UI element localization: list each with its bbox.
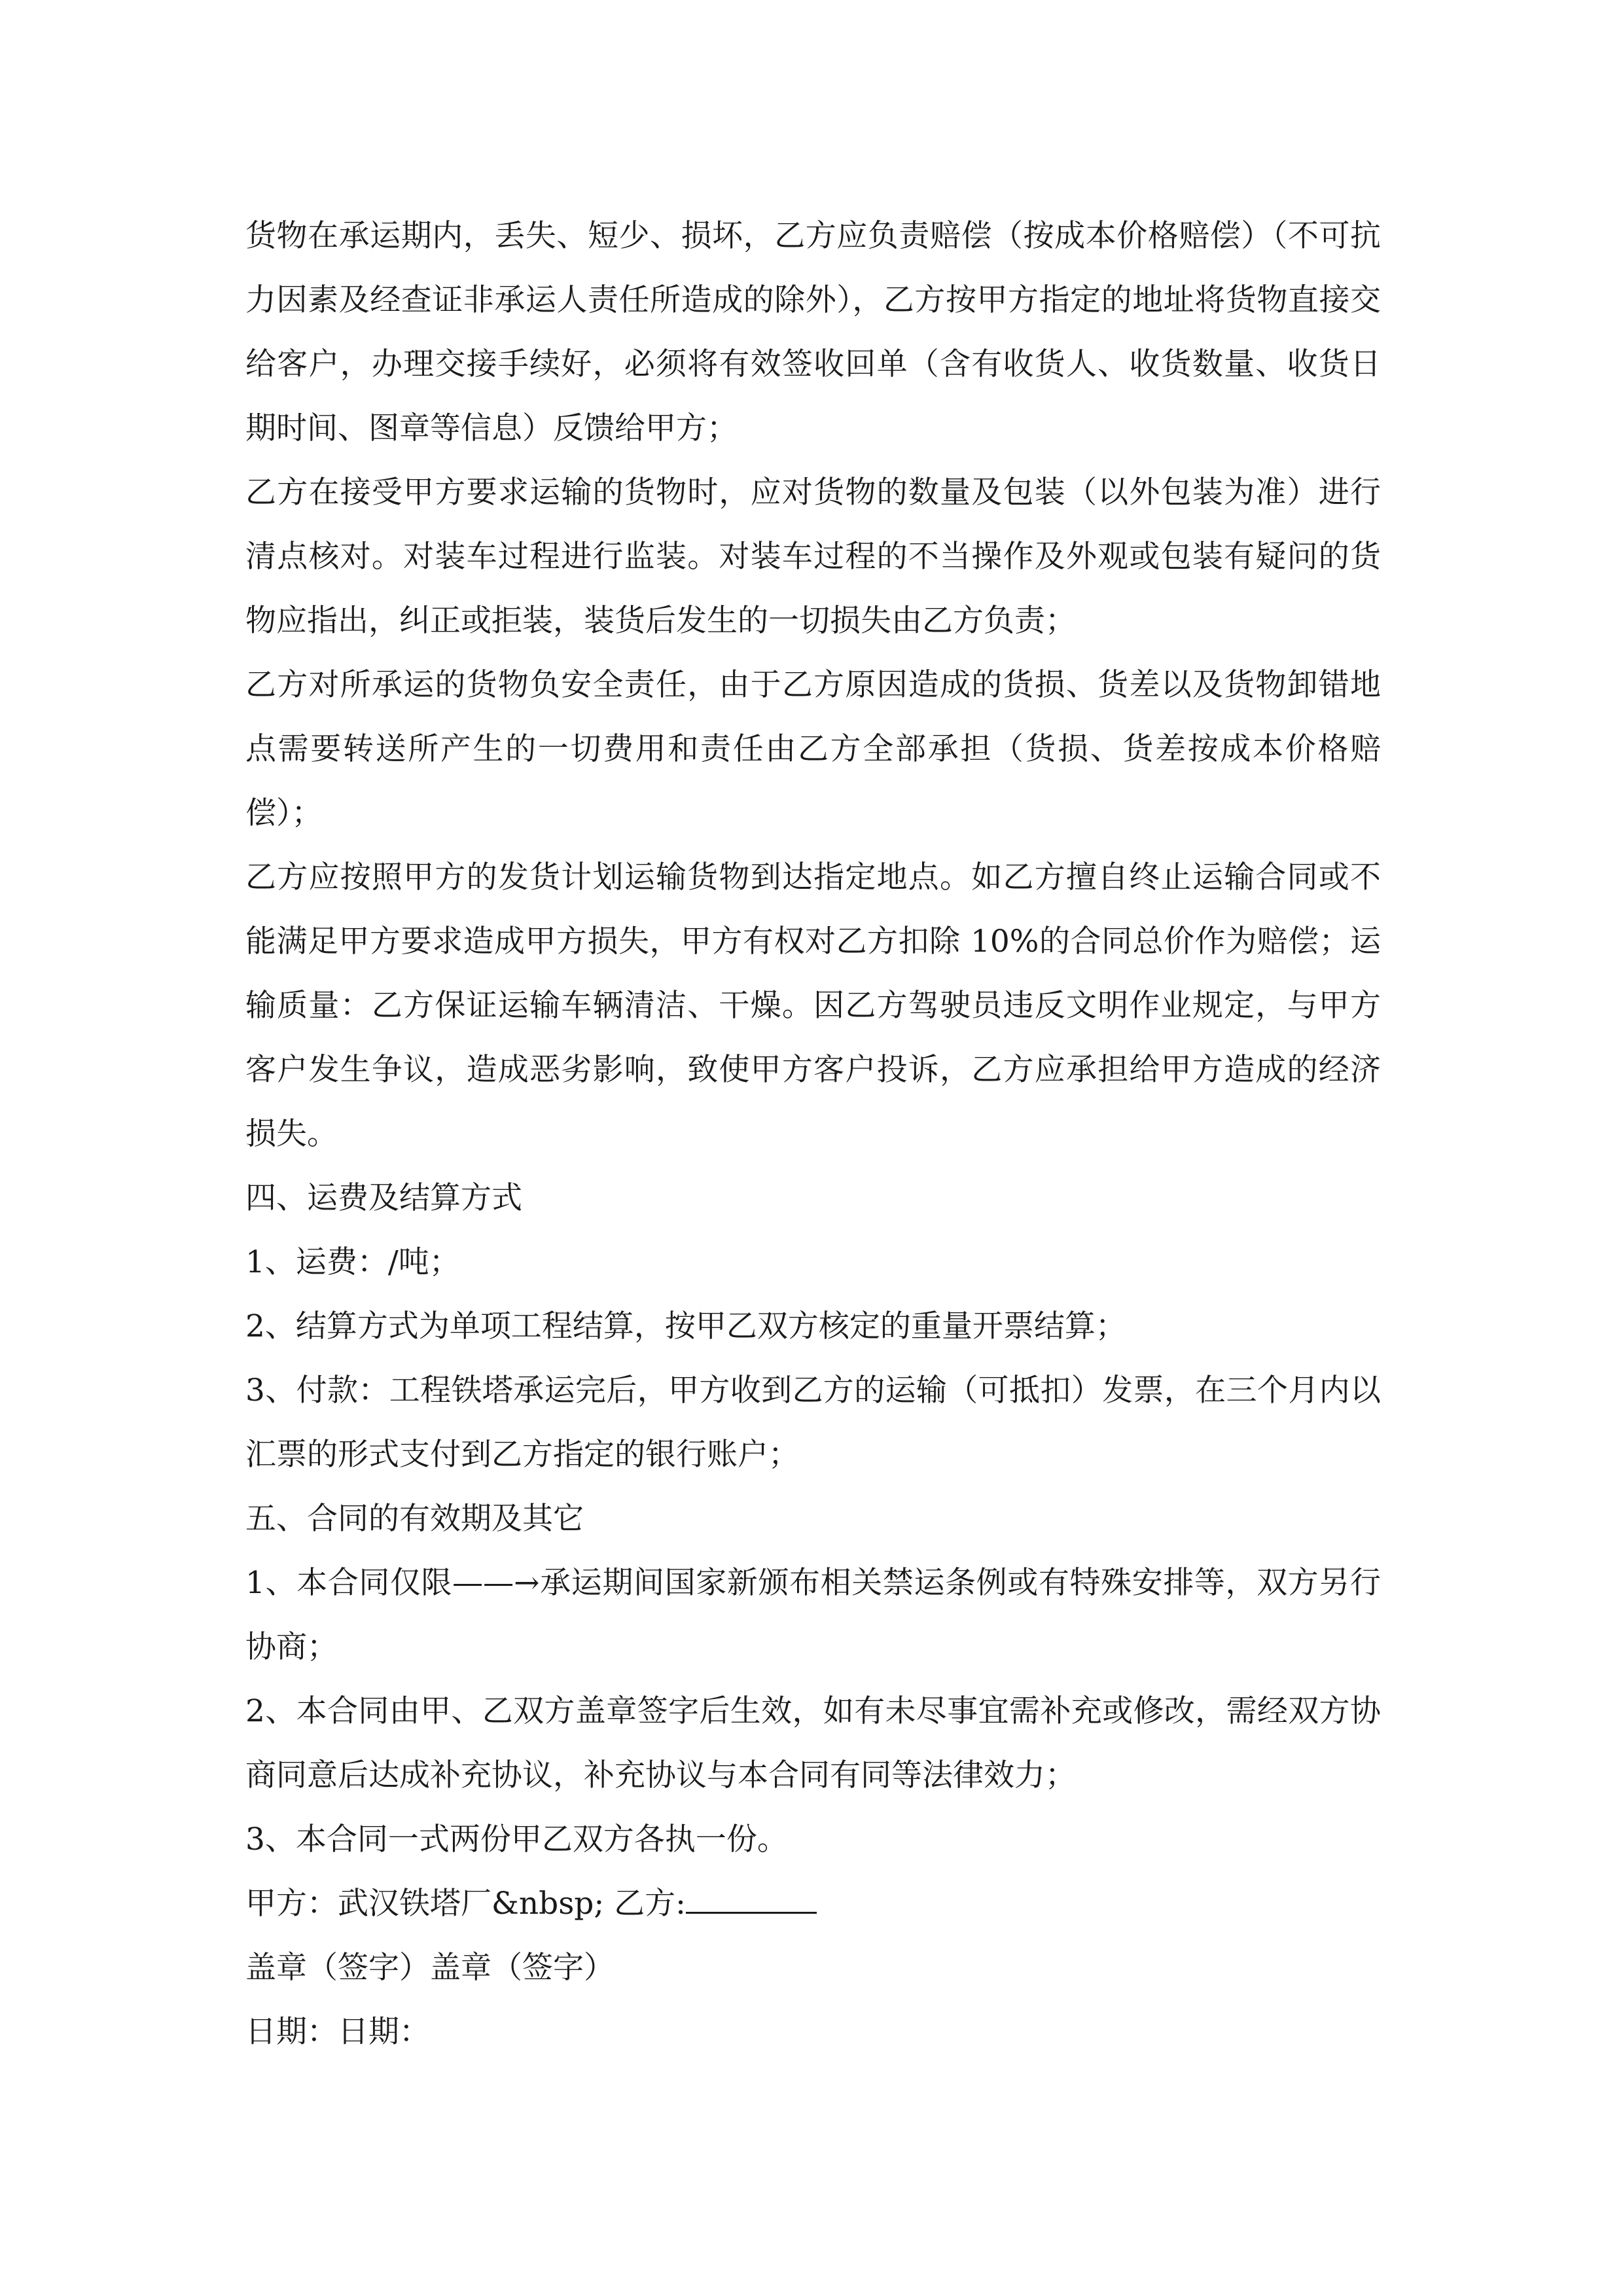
signature-line [245, 1872, 1381, 1936]
paragraph-delivery-plan: 乙方应按照甲方的发货计划运输货物到达指定地点。如乙方擅自终止运输合同或不能满足甲方要求造成甲方损失，甲方有权对乙方扣除 10%的合同总价作为赔偿；运输质量：乙方保证运输车辆清洁、干燥。因乙方驾驶员违反文明作业规定，与甲方客户发生争议，造成恶劣影响，致使甲方客户投诉，乙方应承担给甲方造成的经济损失。 [245, 859, 1381, 1152]
section-heading-freight-settlement: 四、运费及结算方式 [245, 1180, 522, 1216]
seal-line: 盖章（签字）盖章（签字） [245, 1950, 615, 1986]
date-line: 日期：日期： [245, 2014, 430, 2050]
document-body [245, 204, 1381, 2064]
clause-freight-rate: 1、运费：/吨； [245, 1244, 460, 1280]
section-heading-validity: 五、合同的有效期及其它 [245, 1501, 584, 1537]
paragraph-safety-responsibility: 乙方对所承运的货物负安全责任，由于乙方原因造成的货损、货差以及货物卸错地点需要转送所产生的一切费用和责任由乙方全部承担（货损、货差按成本价格赔偿）； [245, 667, 1381, 831]
signature-party-labels: 甲方：武汉铁塔厂&nbsp; 乙方: [245, 1886, 687, 1922]
clause-payment: 3、付款：工程铁塔承运完后，甲方收到乙方的运输（可抵扣）发票，在三个月内以汇票的形式支付到乙方指定的银行账户； [245, 1372, 1381, 1473]
paragraph-loading-inspection: 乙方在接受甲方要求运输的货物时，应对货物的数量及包装（以外包装为准）进行清点核对。对装车过程进行监装。对装车过程的不当操作及外观或包装有疑问的货物应指出，纠正或拒装，装货后发生的一切损失由乙方负责； [245, 475, 1381, 639]
clause-copies: 3、本合同一式两份甲乙双方各执一份。 [245, 1821, 788, 1857]
paragraph-cargo-liability: 货物在承运期内，丢失、短少、损坏，乙方应负责赔偿（按成本价格赔偿）（不可抗力因素及经查证非承运人责任所造成的除外），乙方按甲方指定的地址将货物直接交给客户，办理交接手续好，必须将有效签收回单（含有收货人、收货数量、收货日期时间、图章等信息）反馈给甲方； [245, 218, 1381, 446]
clause-settlement-method: 2、结算方式为单项工程结算，按甲乙双方核定的重量开票结算； [245, 1308, 1126, 1344]
clause-contract-scope: 1、本合同仅限——→承运期间国家新颁布相关禁运条例或有特殊安排等，双方另行协商； [245, 1565, 1381, 1665]
clause-effective-date: 2、本合同由甲、乙双方盖章签字后生效，如有未尽事宜需补充或修改，需经双方协商同意后达成补充协议，补充协议与本合同有同等法律效力； [245, 1693, 1381, 1793]
party-b-blank [686, 1879, 817, 1914]
